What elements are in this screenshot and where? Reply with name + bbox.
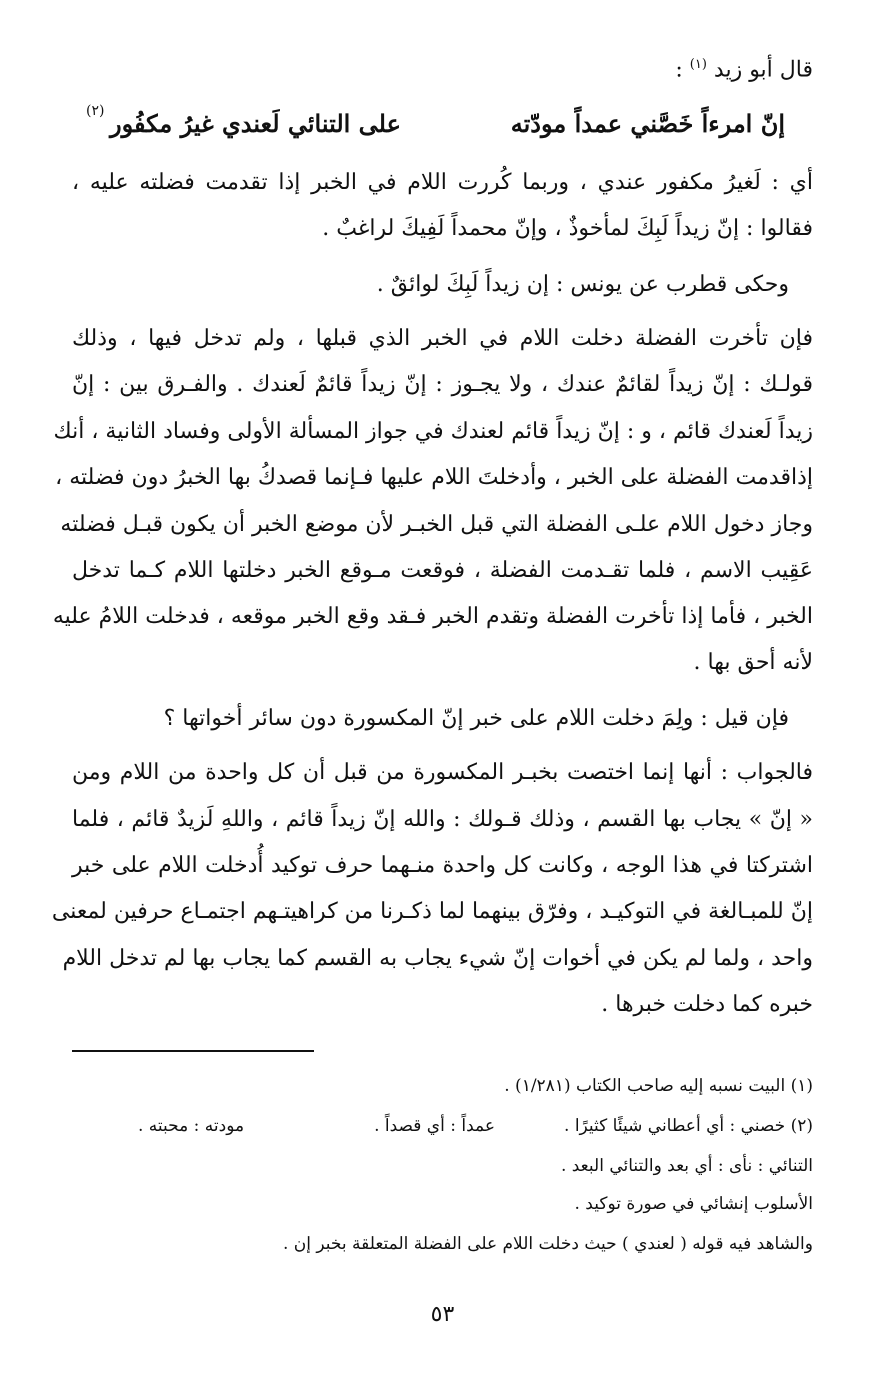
verse-note-mark: (٢) xyxy=(86,103,105,119)
paragraph-line: قولـك : إنّ زيداً لقائمٌ عندك ، ولا يجـوز : إنّ زيداً قائمٌ لَعندك . والفـرق بين : إنّ xyxy=(72,372,813,397)
paragraph-line: زيداً لَعندك قائم ، و : إنّ زيداً قائم لعندك في جواز المسألة الأولى وفساد الثانية ، أنك xyxy=(53,419,813,444)
footnote-2-amdan: عمداً : أي قصداً . xyxy=(374,1116,495,1136)
paragraph-line: خبره كما دخلت خبرها . xyxy=(601,992,813,1017)
paragraph-line: وحكى قطرب عن يونس : إن زيداً لَبِكَ لوائقٌ . xyxy=(376,272,789,297)
paragraph-line: إنّ للمبـالغة في التوكيـد ، وفرّق بينهما لما ذكـرنا من كراهيتـهم اجتمـاع حرفين لمعنى xyxy=(51,899,813,924)
paragraph-line: لأنه أحق بها . xyxy=(693,650,813,675)
paragraph-line: اشتركتا في هذا الوجه ، وكانت كل واحدة منـهما حرف توكيد أُدخلت اللام على خبر xyxy=(72,853,813,878)
paragraph-line: فإن قيل : ولِمَ دخلت اللام على خبر إنّ المكسورة دون سائر أخواتها ؟ xyxy=(163,706,789,731)
paragraph-line: إذاقدمت الفضلة على الخبر ، وأدخلتَ اللام عليها فـإنما قصدكُ بها الخبرُ دون فضلته ، xyxy=(55,465,813,490)
intro-text: قال أبو زيد xyxy=(713,57,813,83)
footnote-uslub: الأسلوب إنشائي في صورة توكيد . xyxy=(574,1194,813,1214)
intro-colon: : xyxy=(675,57,683,83)
page-number: ٥٣ xyxy=(430,1302,455,1327)
verse-hemistich-2: على التنائي لَعندي غيرُ مكفُور xyxy=(110,109,401,138)
paragraph-line: وجاز دخول اللام علـى الفضلة التي قبل الخبـر لأن موضع الخبر أن يكون قبـل فضلته xyxy=(60,512,813,537)
paragraph-line: فالجواب : أنها إنما اختصت بخبـر المكسورة من قبل أن كل واحدة من اللام ومن xyxy=(72,760,813,785)
footnote-shahid: والشاهد فيه قوله ( لعندي ) حيث دخلت اللام على الفضلة المتعلقة بخبر إن . xyxy=(282,1234,813,1254)
footnote-2-mawaddatuh: مودته : محبته . xyxy=(138,1116,245,1136)
paragraph-line: « إنّ » يجاب بها القسم ، وذلك قـولك : والله إنّ زيداً قائم ، واللهِ لَزيدٌ قائم ، فلما xyxy=(72,807,813,832)
paragraph-line: فإن تأخرت الفضلة دخلت اللام في الخبر الذي قبلها ، ولم تدخل فيها ، وذلك xyxy=(72,326,813,351)
footnote-tanai: التنائي : نأى : أي بعد والتنائي البعد . xyxy=(560,1156,813,1176)
paragraph-line: واحد ، ولما لم يكن في أخوات إنّ شيء يجاب به القسم كما يجاب بها لم تدخل اللام xyxy=(62,946,813,971)
footnote-separator xyxy=(72,1050,314,1052)
intro-note-mark: (١) xyxy=(689,57,707,72)
paragraph-line: أي : لَغيرُ مكفور عندي ، وربما كُررت اللام في الخبر إذا تقدمت فضلته عليه ، xyxy=(72,170,813,195)
paragraph-line: فقالوا : إنّ زيداً لَبِكَ لمأخوذٌ ، وإنّ محمداً لَفِيكَ لراغبٌ . xyxy=(322,216,813,241)
verse-hemistich-1: إنّ امرءاً خَصَّني عمداً مودّته xyxy=(510,109,785,138)
intro-line xyxy=(675,58,813,81)
footnote-1: (١) البيت نسبه إليه صاحب الكتاب (١/٢٨١) . xyxy=(504,1076,813,1096)
paragraph-line: عَقِيب الاسم ، فلما تقـدمت الفضلة ، فوقعت مـوقع الخبر دخلتها اللام كـما تدخل xyxy=(72,558,813,583)
paragraph-line: الخبر ، فأما إذا تأخرت الفضلة وتقدم الخبر فـقد وقع الخبر موقعه ، فدخلت اللامُ عليه xyxy=(52,604,813,629)
footnote-2-khassani: (٢) خصني : أي أعطاني شيئًا كثيرًا . xyxy=(564,1116,813,1136)
